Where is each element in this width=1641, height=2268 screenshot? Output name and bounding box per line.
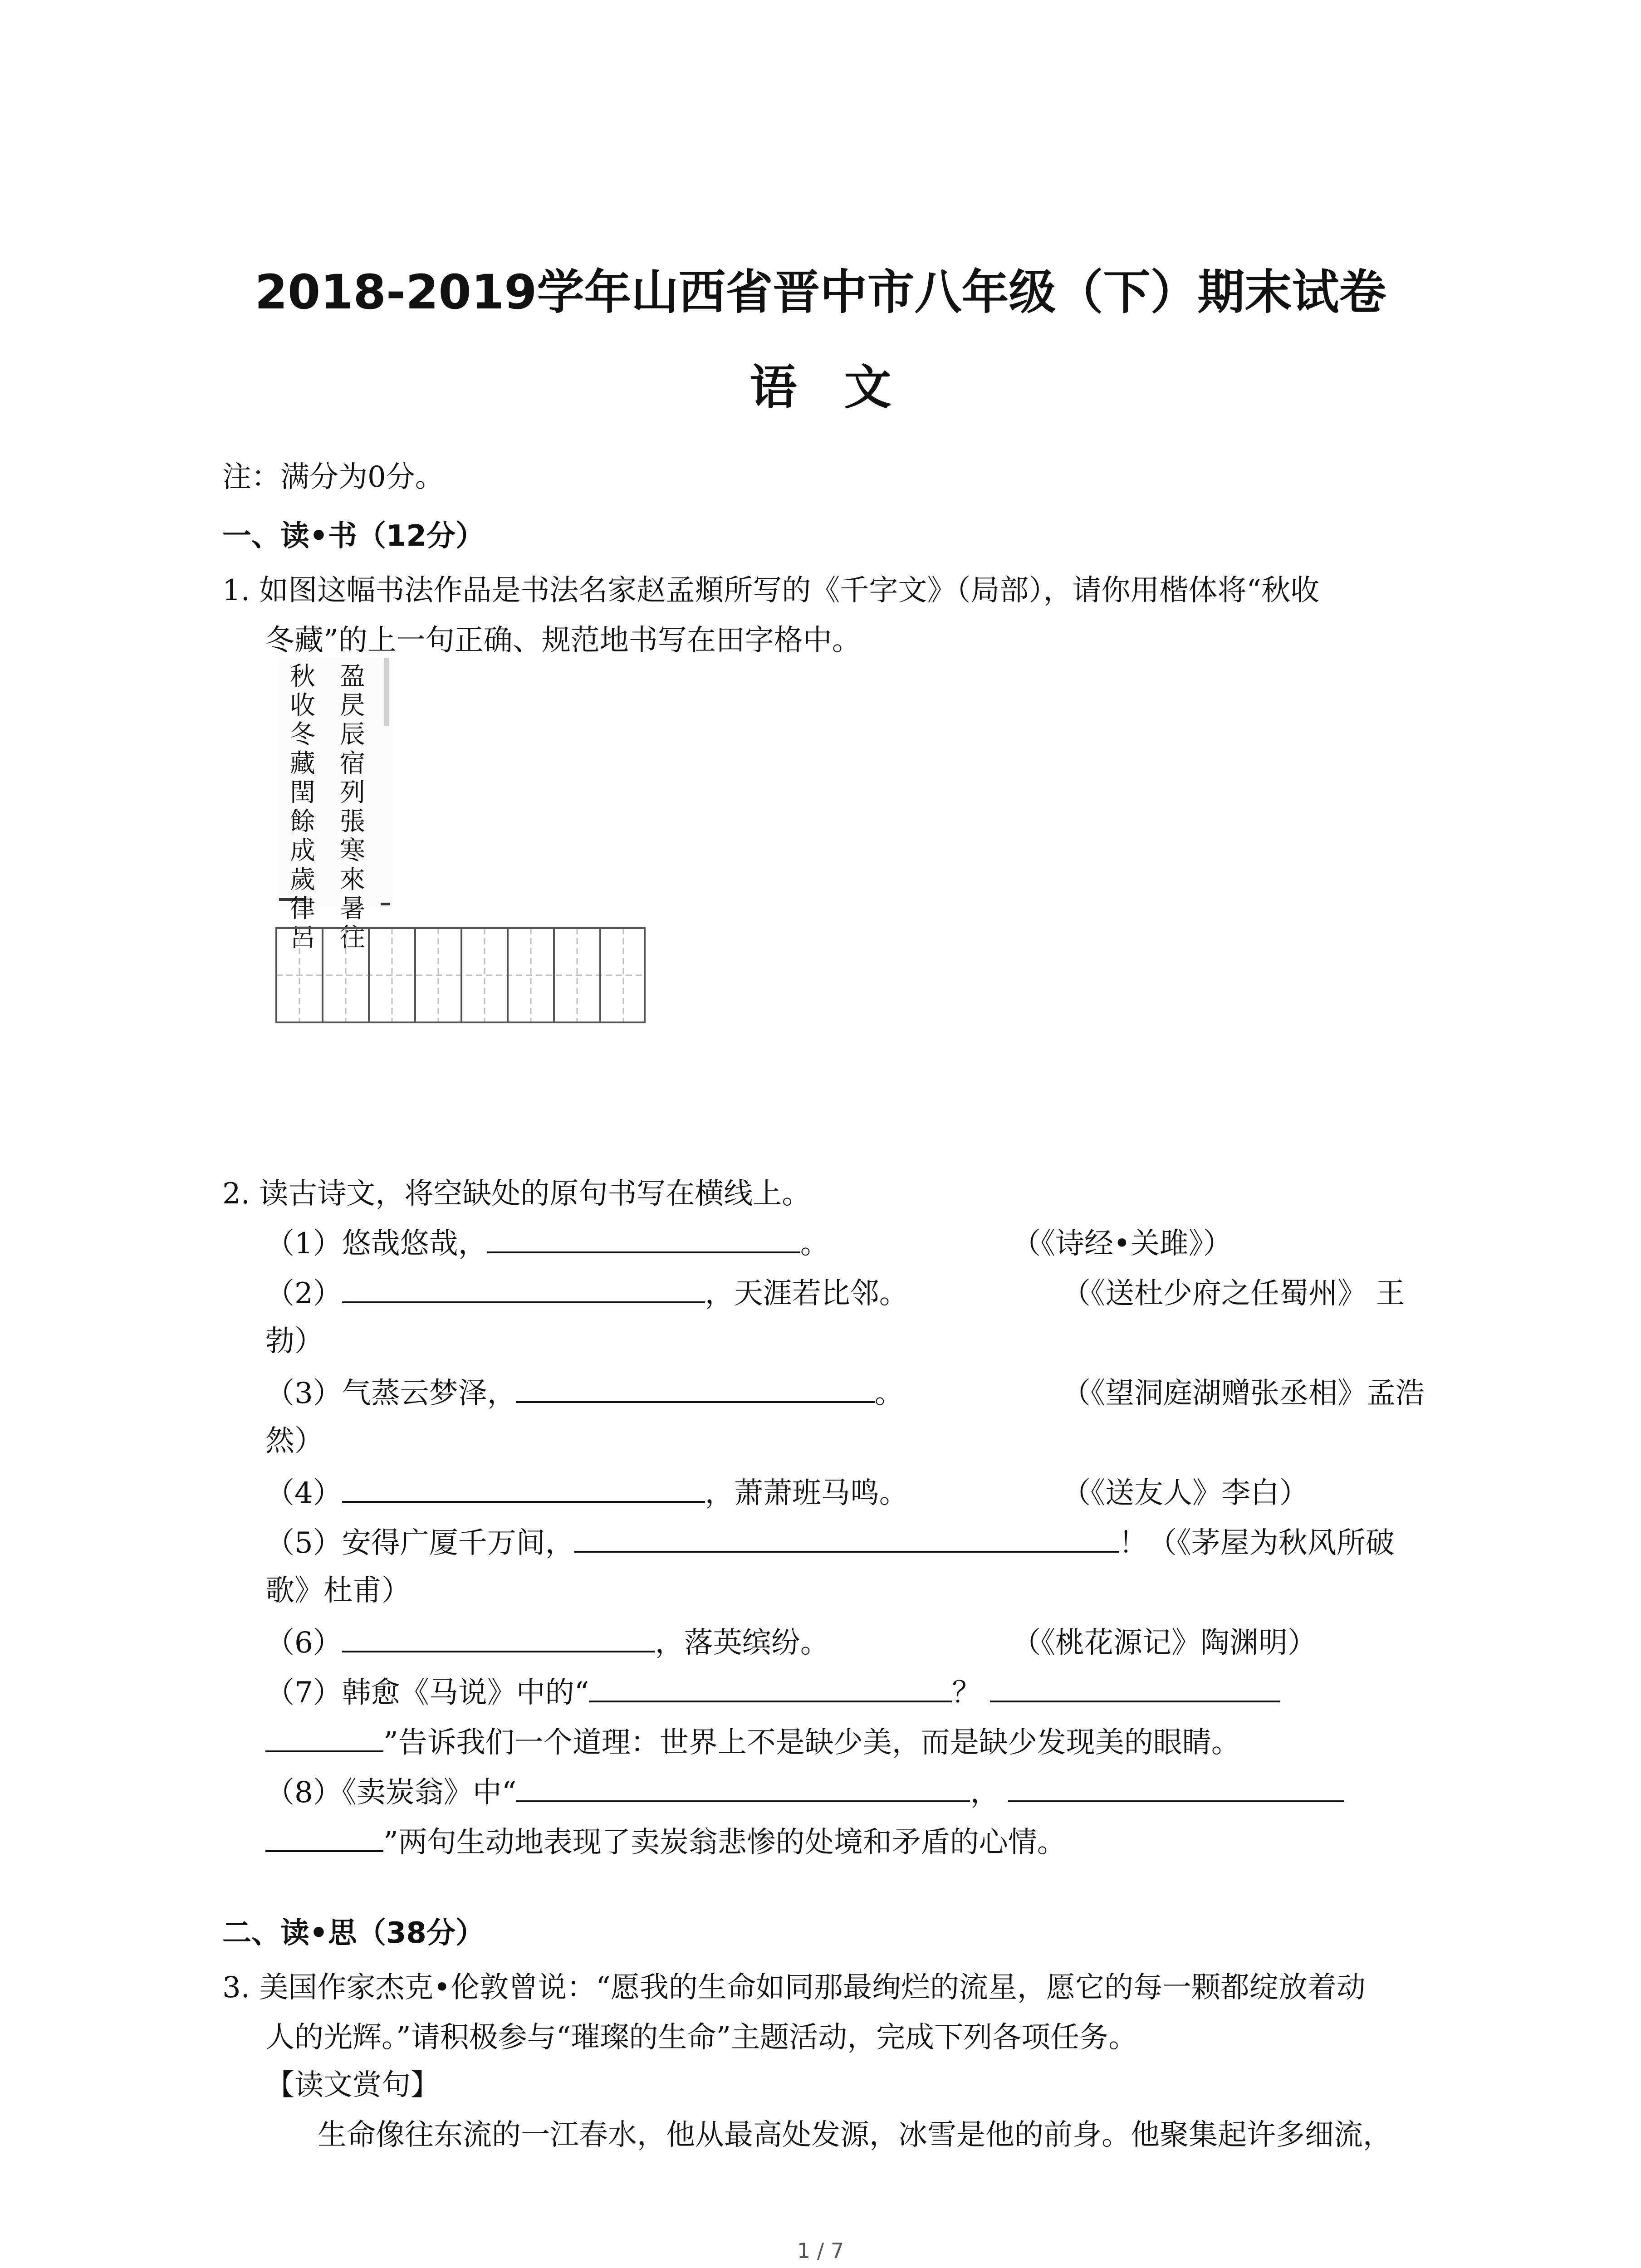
- poem-source: （《桃花源记》陶渊明）: [1012, 1626, 1317, 1660]
- page-title: 2018-2019学年山西省晋中市八年级（下）期末试卷: [255, 264, 1386, 320]
- poem-source: （《送杜少府之任蜀州》 王: [1062, 1277, 1405, 1310]
- sub-heading: 【读文赏句】: [265, 2068, 440, 2102]
- calligraphy-column-left: 秋收冬藏閏餘成歲律呂: [290, 662, 315, 953]
- question-text: 3. 美国作家杰克•伦敦曾说：“愿我的生命如同那最绚烂的流星，愿它的每一颗都绽放着动: [222, 1971, 1366, 2004]
- poem-source-cont: 歌》杜甫）: [265, 1574, 411, 1608]
- fill-blank[interactable]: [516, 1774, 970, 1802]
- score-note: 注：满分为0分。: [222, 460, 444, 494]
- section-heading: 一、读•书（12分）: [222, 519, 485, 553]
- poem-line-2: [265, 1270, 908, 1312]
- poem-line-8-cont: [265, 1819, 1066, 1861]
- poem-source: （《诗经•关雎》）: [1012, 1227, 1232, 1261]
- line-suffix: ，落英缤纷。: [655, 1626, 829, 1660]
- line-prefix: （4）: [265, 1476, 342, 1510]
- line-suffix: ，天涯若比邻。: [705, 1277, 908, 1310]
- line-suffix: 。: [874, 1377, 904, 1410]
- line-suffix: ”告诉我们一个道理：世界上不是缺少美，而是缺少发现美的眼睛。: [383, 1726, 1240, 1760]
- page-subtitle: 语 文: [749, 360, 892, 415]
- question-text: 1. 如图这幅书法作品是书法名家赵孟頫所写的《千字文》（局部），请你用楷体将“秋收: [222, 574, 1320, 607]
- line-prefix: （5）安得广厦千万间，: [265, 1526, 574, 1560]
- line-suffix: 。: [800, 1227, 829, 1261]
- line-prefix: （6）: [265, 1626, 342, 1660]
- poem-source: （《送友人》李白）: [1062, 1476, 1308, 1510]
- line-prefix: （7）韩愈《马说》中的“: [265, 1676, 589, 1710]
- poem-source: （《望洞庭湖赠张丞相》孟浩: [1062, 1377, 1425, 1410]
- line-prefix: （2）: [265, 1277, 342, 1310]
- question-text: 2. 读古诗文，将空缺处的原句书写在横线上。: [222, 1177, 811, 1211]
- tianzi-grid[interactable]: [274, 925, 647, 1025]
- fill-blank[interactable]: [342, 1275, 705, 1303]
- fill-blank[interactable]: [589, 1674, 952, 1702]
- fill-blank[interactable]: [265, 1824, 383, 1852]
- section-heading: 二、读•思（38分）: [222, 1916, 485, 1950]
- line-suffix: ！（《茅屋为秋风所破: [1118, 1526, 1395, 1560]
- fill-blank[interactable]: [516, 1375, 875, 1403]
- fill-blank[interactable]: [265, 1724, 383, 1752]
- fill-blank[interactable]: [342, 1475, 705, 1503]
- line-suffix: ”两句生动地表现了卖炭翁悲惨的处境和矛盾的心情。: [383, 1826, 1066, 1859]
- fill-blank[interactable]: [342, 1624, 655, 1652]
- poem-source-cont: 然）: [265, 1424, 323, 1458]
- poem-line-7: [265, 1669, 1280, 1711]
- line-prefix: （1）悠哉悠哉，: [265, 1227, 487, 1261]
- line-prefix: （3）气蒸云梦泽，: [265, 1377, 516, 1410]
- calligraphy-image: [279, 658, 392, 953]
- fill-blank[interactable]: [990, 1674, 1280, 1702]
- fill-blank[interactable]: [1008, 1774, 1344, 1802]
- question-text: 冬藏”的上一句正确、规范地书写在田字格中。: [265, 624, 861, 657]
- poem-line-5: [265, 1520, 1395, 1561]
- poem-line-3: [265, 1370, 904, 1412]
- fill-blank[interactable]: [574, 1525, 1119, 1553]
- line-suffix: ？: [952, 1676, 981, 1710]
- poem-line-8: [265, 1769, 1344, 1811]
- line-suffix: ，: [970, 1776, 999, 1809]
- poem-line-7-cont: [265, 1719, 1240, 1761]
- line-suffix: ，萧萧班马鸣。: [705, 1476, 908, 1510]
- calligraphy-column-right: 盈昃辰宿列張寒來暑往: [340, 662, 365, 953]
- line-prefix: （8）《卖炭翁》中“: [265, 1776, 517, 1809]
- poem-line-4: [265, 1470, 908, 1511]
- poem-line-1: [265, 1220, 829, 1262]
- question-text: 人的光辉。”请积极参与“璀璨的生命”主题活动，完成下列各项任务。: [265, 2021, 1138, 2054]
- reading-paragraph: 生命像往东流的一江春水，他从最高处发源，冰雪是他的前身。他聚集起许多细流，: [318, 2118, 1392, 2152]
- fill-blank[interactable]: [487, 1225, 800, 1253]
- poem-source-cont: 勃）: [265, 1325, 323, 1358]
- page-number: 1 / 7: [797, 2239, 844, 2263]
- poem-line-6: [265, 1619, 829, 1661]
